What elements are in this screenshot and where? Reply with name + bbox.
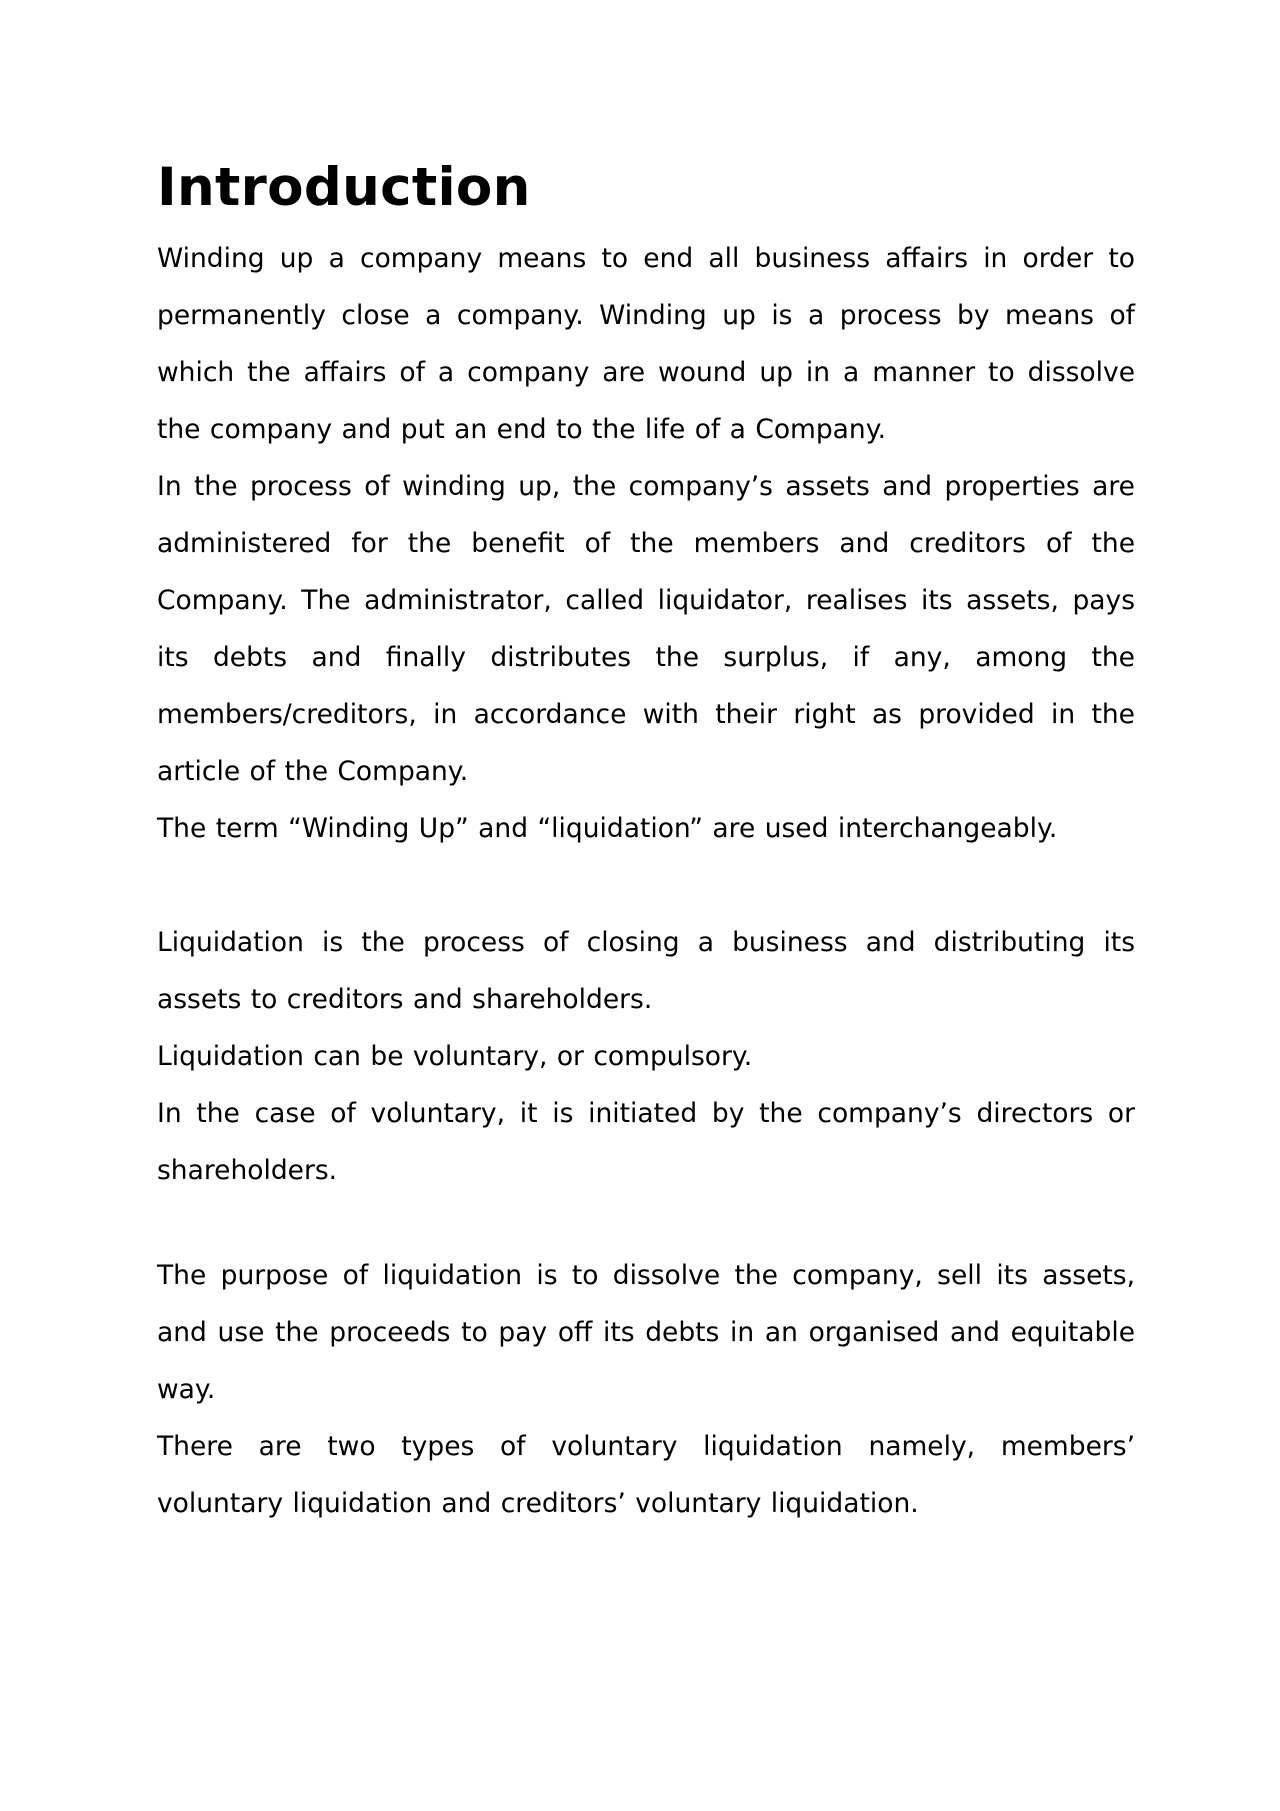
paragraph-spacer — [157, 857, 1135, 914]
paragraph-winding-up-definition: Winding up a company means to end all business affairs in order to permanently close a company. Winding up is a process by means of which the affairs of a company are wound up in a manner to dissolve the company and put an end to the life of a Company. — [157, 243, 1135, 445]
document-body — [157, 156, 1135, 1532]
paragraph-liquidation-types: Liquidation can be voluntary, or compulsory. — [157, 1041, 753, 1072]
paragraph-voluntary-initiation: In the case of voluntary, it is initiated by the company’s directors or shareholders. — [157, 1098, 1135, 1186]
page-title: Introduction — [157, 157, 531, 218]
paragraph-liquidation-definition: Liquidation is the process of closing a business and distributing its assets to creditors and shareholders. — [157, 927, 1135, 1015]
paragraph-liquidation-purpose: The purpose of liquidation is to dissolve the company, sell its assets, and use the proceeds to pay off its debts in an organised and equitable way. — [157, 1260, 1135, 1405]
paragraph-voluntary-liquidation-types: There are two types of voluntary liquidation namely, members’ voluntary liquidation and creditors’ voluntary liquidation. — [157, 1431, 1135, 1519]
paragraph-winding-up-process: In the process of winding up, the company’s assets and properties are administered for the benefit of the members and creditors of the Company. The administrator, called liquidator, realises its assets, pays its debts and finally distributes the surplus, if any, among the members/creditors, in accordance with their right as provided in the article of the Company. — [157, 471, 1135, 787]
paragraph-terms-interchangeable: The term “Winding Up” and “liquidation” are used interchangeably. — [157, 813, 1058, 844]
paragraph-spacer — [157, 1199, 1135, 1247]
